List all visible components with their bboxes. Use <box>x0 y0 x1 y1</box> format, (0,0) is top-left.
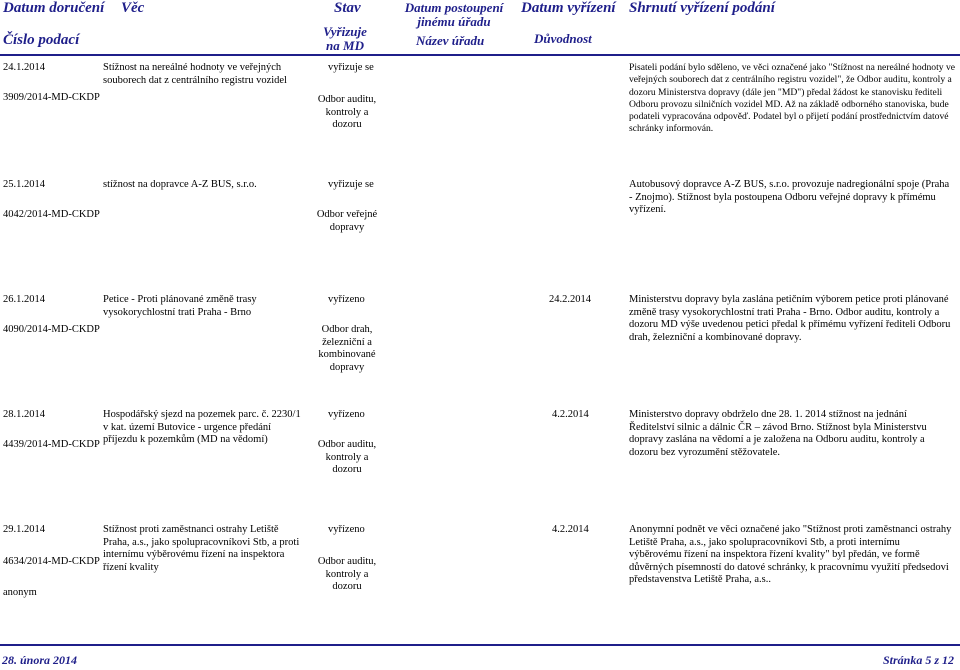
record-subject: Stížnost proti zaměstnanci ostrahy Letiště Praha, a.s., jako spolupracovníkovi Stb, a proti internímu výběrovému řízení na inspektora řízení kvality <box>103 524 300 573</box>
footer-divider <box>0 644 960 646</box>
record-number: 4439/2014-MD-CKDP <box>3 439 100 450</box>
footer-date: 28. února 2014 <box>2 653 78 667</box>
record-summary: Ministerstvo dopravy obdrželo dne 28. 1. 2014 stížnost na jednání Ředitelství silnic a dálnic ČR – závod Brno. Stížnost byla Ministerstvu dopravy zaslána na vědomí a je založena na Odboru auditu, kontroly a dozoru bez vyrozumění stěžovatele. <box>629 409 927 458</box>
record-subject: Stížnost na nereálné hodnoty ve veřejných souborech dat z centrálního registru vozidel <box>103 62 287 86</box>
record-office: Odbor auditu, kontroly a dozoru <box>317 556 377 592</box>
col-cislo-podaci: Číslo podací <box>3 32 80 48</box>
record-state <box>311 294 391 373</box>
record-state <box>311 62 391 130</box>
record-status: vyřizuje se <box>328 62 374 73</box>
record-status: vyřízeno <box>328 294 365 305</box>
record-date: 24.1.2014 <box>3 62 45 73</box>
record-subject: stížnost na dopravce A-Z BUS, s.r.o. <box>103 179 257 190</box>
record-date-resolved: 4.2.2014 <box>552 409 589 420</box>
col-datum-doruceni: Datum doručení <box>3 0 105 16</box>
record-state <box>311 409 391 475</box>
record-status: vyřizuje se <box>328 179 374 190</box>
record-summary: Anonymní podnět ve věci označené jako "Stížnost proti zaměstnanci ostrahy Letiště Praha, a.s., jako spolupracovníkovi Stb, a proti internímu výběrovému řízení na inspektora řízení kvality" byl předán, ve formě důvěrných písemností do datové schránky, k pracovnímu využití předsedovi představenstva Letiště Praha, a.s.. <box>629 524 952 585</box>
record-number: 3909/2014-MD-CKDP <box>3 92 100 103</box>
record-number: 4090/2014-MD-CKDP <box>3 324 100 335</box>
record-office: Odbor veřejné dopravy <box>316 209 378 233</box>
col-vyrizuje-1: Vyřizuje <box>323 24 367 39</box>
record-date: 26.1.2014 <box>3 294 45 305</box>
page-footer <box>0 644 960 670</box>
record-office: Odbor drah, železniční a kombinované dopravy <box>318 324 376 373</box>
record-state <box>311 179 391 233</box>
record-summary: Autobusový dopravce A-Z BUS, s.r.o. provozuje nadregionální spoje (Praha - Znojmo). Stížnost byla postoupena Odboru veřejné dopravy k přímému vyřízení. <box>629 179 950 215</box>
footer-page-number: Stránka 5 z 12 <box>882 653 954 667</box>
record-date: 25.1.2014 <box>3 179 45 190</box>
record-date: 28.1.2014 <box>3 409 45 420</box>
record-summary: Ministerstvu dopravy byla zaslána petičním výborem petice proti plánované změně trasy vysokorychlostní trati Praha - Brno. Odbor auditu, kontroly a dozoru MD výše uvedenou petici předal k přímému vyřízení řediteli Odboru drah, železniční a kombinované dopravy. <box>629 294 951 343</box>
record-number: 4634/2014-MD-CKDP <box>3 556 100 567</box>
record-status: vyřízeno <box>328 524 365 535</box>
header-divider <box>0 54 960 56</box>
col-datum-postoupeni-1: Datum postoupení <box>404 0 504 15</box>
col-datum-vyrizeni: Datum vyřízení <box>521 0 616 16</box>
col-vec: Věc <box>121 0 145 16</box>
record-subject: Petice - Proti plánované změně trasy vysokorychlostní trati Praha - Brno <box>103 294 257 318</box>
record-state <box>311 524 391 592</box>
col-stav: Stav <box>334 0 361 16</box>
col-shrnuti: Shrnutí vyřízení podání <box>629 0 775 16</box>
record-subject: Hospodářský sjezd na pozemek parc. č. 2230/1 v kat. území Butovice - urgence předání příjezdu k pozemkům (MD na vědomí) <box>103 409 301 445</box>
record-anon: anonym <box>3 587 37 598</box>
col-nazev-uradu: Název úřadu <box>416 33 485 48</box>
col-datum-postoupeni-2: jinému úřadu <box>417 14 491 29</box>
record-office: Odbor auditu, kontroly a dozoru <box>317 94 377 130</box>
col-duvodnost: Důvodnost <box>534 31 592 46</box>
record-date-forwarded: 24.2.2014 <box>549 294 591 305</box>
record-date-resolved: 4.2.2014 <box>552 524 589 535</box>
record-status: vyřízeno <box>328 409 365 420</box>
col-vyrizuje-2: na MD <box>326 38 364 53</box>
record-summary: Pisateli podání bylo sděleno, ve věci označené jako "Stížnost na nereálné hodnoty ve veřejných souborech dat z centrálního registru vozidel", že Odbor auditu, kontroly a dozoru Ministerstva dopravy (dále jen "MD") předal žádost ke stanovisku řediteli Odboru provozu silničních vozidel MD. Až na základě odborného stanoviska, bude podateli vypracována odpověď. Podatel byl o přijetí podání prostřednictvím datové schránky informován. <box>629 62 956 135</box>
record-number: 4042/2014-MD-CKDP <box>3 209 100 220</box>
table-header <box>0 0 960 56</box>
record-office: Odbor auditu, kontroly a dozoru <box>317 439 377 475</box>
record-date: 29.1.2014 <box>3 524 45 535</box>
